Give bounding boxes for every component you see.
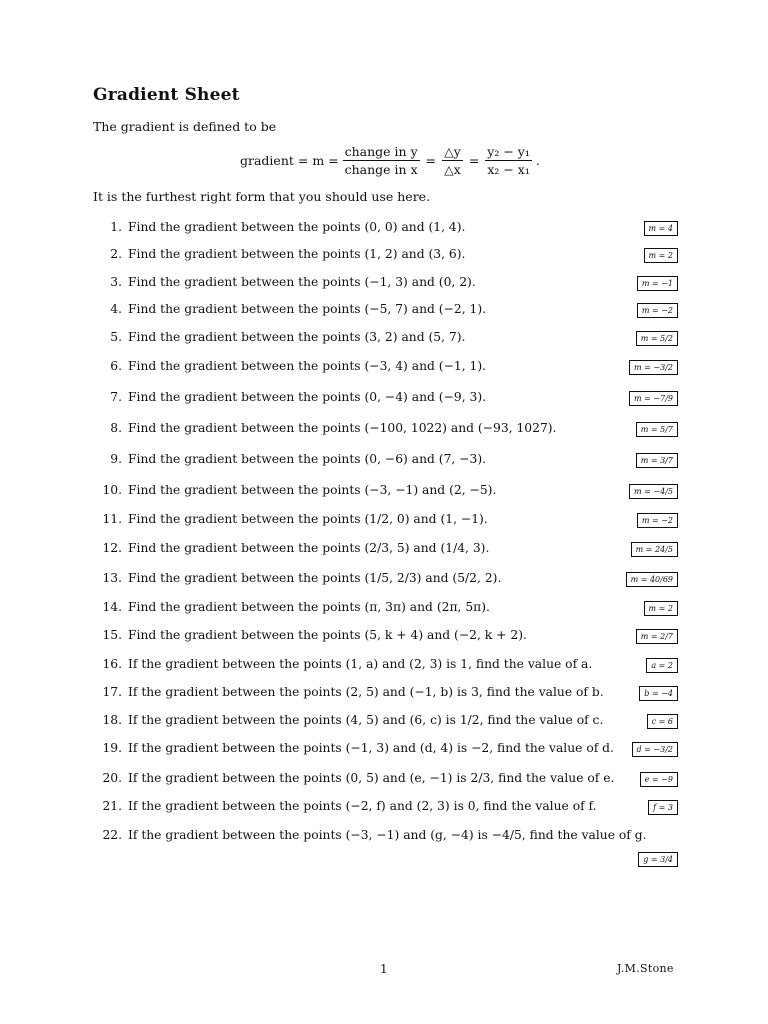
question-number: 21. bbox=[102, 799, 122, 813]
question-item bbox=[100, 302, 680, 322]
question-text: Find the gradient between the points (5, k + 4) and (−2, k + 2). bbox=[128, 628, 527, 642]
question-text: Find the gradient between the points (0, 0) and (1, 4). bbox=[128, 220, 466, 234]
answer-box: m = 5/2 bbox=[636, 331, 678, 346]
question-item bbox=[100, 628, 680, 648]
answer-box: m = 3/7 bbox=[636, 453, 678, 468]
author-name: J.M.Stone bbox=[617, 962, 674, 975]
answer-box: a = 2 bbox=[646, 658, 678, 673]
answer-box: m = 2/7 bbox=[636, 629, 678, 644]
question-number: 2. bbox=[110, 247, 122, 261]
question-item bbox=[100, 713, 680, 733]
formula-frac3-numerator: y₂ − y₁ bbox=[487, 144, 530, 159]
question-item bbox=[100, 799, 680, 819]
question-number: 6. bbox=[110, 359, 122, 373]
answer-box: e = −9 bbox=[640, 772, 678, 787]
question-item bbox=[100, 657, 680, 677]
question-number: 14. bbox=[102, 600, 122, 614]
question-item bbox=[100, 771, 680, 791]
question-number: 1. bbox=[110, 220, 122, 234]
question-text: If the gradient between the points (−2, f) and (2, 3) is 0, find the value of f. bbox=[128, 799, 597, 813]
gradient-formula bbox=[240, 144, 540, 177]
question-item bbox=[100, 330, 680, 350]
question-number: 7. bbox=[110, 390, 122, 404]
question-text: Find the gradient between the points (−5, 7) and (−2, 1). bbox=[128, 302, 487, 316]
question-text: If the gradient between the points (2, 5) and (−1, b) is 3, find the value of b. bbox=[128, 685, 604, 699]
answer-box: b = −4 bbox=[639, 686, 678, 701]
question-text: Find the gradient between the points (−1, 3) and (0, 2). bbox=[128, 275, 476, 289]
question-number: 13. bbox=[102, 571, 122, 585]
question-text: If the gradient between the points (1, a) and (2, 3) is 1, find the value of a. bbox=[128, 657, 593, 671]
question-number: 15. bbox=[102, 628, 122, 642]
question-text: If the gradient between the points (−1, 3) and (d, 4) is −2, find the value of d. bbox=[128, 741, 614, 755]
formula-fraction-coords bbox=[485, 144, 532, 177]
question-item bbox=[100, 541, 680, 561]
question-number: 16. bbox=[102, 657, 122, 671]
question-text: Find the gradient between the points (−3, 4) and (−1, 1). bbox=[128, 359, 487, 373]
question-number: 22. bbox=[102, 828, 122, 842]
question-number: 11. bbox=[102, 512, 122, 526]
answer-box: m = −2 bbox=[637, 513, 678, 528]
formula-equals-2: = bbox=[468, 153, 480, 168]
answer-box: m = 40/69 bbox=[626, 572, 678, 587]
question-item bbox=[100, 220, 680, 240]
formula-frac1-numerator: change in y bbox=[344, 144, 418, 159]
question-number: 20. bbox=[102, 771, 122, 785]
question-text: If the gradient between the points (4, 5) and (6, c) is 1/2, find the value of c. bbox=[128, 713, 604, 727]
question-text: Find the gradient between the points (0, −4) and (−9, 3). bbox=[128, 390, 487, 404]
question-item bbox=[100, 359, 680, 379]
question-number: 5. bbox=[110, 330, 122, 344]
answer-box: f = 3 bbox=[648, 800, 678, 815]
formula-frac2-numerator: △y bbox=[444, 144, 461, 159]
question-text: Find the gradient between the points (π, 3π) and (2π, 5π). bbox=[128, 600, 490, 614]
formula-end: . bbox=[535, 153, 540, 168]
answer-box: m = −4/5 bbox=[629, 484, 678, 499]
question-item bbox=[100, 512, 680, 532]
question-item bbox=[100, 685, 680, 705]
answer-box: g = 3/4 bbox=[638, 852, 678, 867]
question-item bbox=[100, 275, 680, 295]
answer-box: c = 6 bbox=[647, 714, 678, 729]
page-title: Gradient Sheet bbox=[93, 85, 240, 105]
answer-box: m = 5/7 bbox=[636, 422, 678, 437]
question-text: Find the gradient between the points (3, 2) and (5, 7). bbox=[128, 330, 466, 344]
question-item bbox=[100, 483, 680, 503]
answer-box: m = 24/5 bbox=[631, 542, 678, 557]
answer-box: m = −3/2 bbox=[629, 360, 678, 375]
question-text: Find the gradient between the points (0, −6) and (7, −3). bbox=[128, 452, 487, 466]
question-text: If the gradient between the points (0, 5) and (e, −1) is 2/3, find the value of e. bbox=[128, 771, 615, 785]
question-number: 19. bbox=[102, 741, 122, 755]
question-text: Find the gradient between the points (−100, 1022) and (−93, 1027). bbox=[128, 421, 557, 435]
question-number: 17. bbox=[102, 685, 122, 699]
answer-box: d = −3/2 bbox=[632, 742, 679, 757]
instruction-note: It is the furthest right form that you should use here. bbox=[93, 189, 431, 204]
question-item bbox=[100, 452, 680, 472]
question-number: 9. bbox=[110, 452, 122, 466]
answer-box: m = 4 bbox=[644, 221, 678, 236]
intro-text: The gradient is defined to be bbox=[93, 119, 277, 134]
question-number: 8. bbox=[110, 421, 122, 435]
question-text: Find the gradient between the points (1/2, 0) and (1, −1). bbox=[128, 512, 488, 526]
question-number: 12. bbox=[102, 541, 122, 555]
question-number: 4. bbox=[110, 302, 122, 316]
question-item bbox=[100, 741, 680, 761]
question-item bbox=[100, 421, 680, 441]
formula-equals-1: = bbox=[425, 153, 437, 168]
question-item bbox=[100, 600, 680, 620]
question-text: Find the gradient between the points (1, 2) and (3, 6). bbox=[128, 247, 466, 261]
question-text: Find the gradient between the points (−3, −1) and (2, −5). bbox=[128, 483, 497, 497]
question-number: 10. bbox=[102, 483, 122, 497]
answer-box: m = −2 bbox=[637, 303, 678, 318]
question-item bbox=[100, 390, 680, 410]
answer-box: m = −7/9 bbox=[629, 391, 678, 406]
answer-box: m = 2 bbox=[644, 248, 678, 263]
question-item bbox=[100, 247, 680, 267]
question-item bbox=[100, 571, 680, 591]
formula-fraction-delta bbox=[442, 144, 463, 177]
question-item bbox=[100, 828, 680, 864]
answer-box: m = 2 bbox=[644, 601, 678, 616]
question-number: 3. bbox=[110, 275, 122, 289]
page-number: 1 bbox=[380, 962, 388, 976]
question-text: Find the gradient between the points (2/3, 5) and (1/4, 3). bbox=[128, 541, 490, 555]
formula-lhs: gradient = m = bbox=[240, 153, 339, 168]
formula-fraction-change bbox=[343, 144, 420, 177]
question-text: Find the gradient between the points (1/5, 2/3) and (5/2, 2). bbox=[128, 571, 502, 585]
formula-frac2-denominator: △x bbox=[444, 162, 461, 177]
question-text: If the gradient between the points (−3, −1) and (g, −4) is −4/5, find the value of g. bbox=[128, 828, 647, 842]
formula-frac3-denominator: x₂ − x₁ bbox=[487, 162, 530, 177]
question-number: 18. bbox=[102, 713, 122, 727]
formula-frac1-denominator: change in x bbox=[344, 162, 418, 177]
answer-box: m = −1 bbox=[637, 276, 678, 291]
